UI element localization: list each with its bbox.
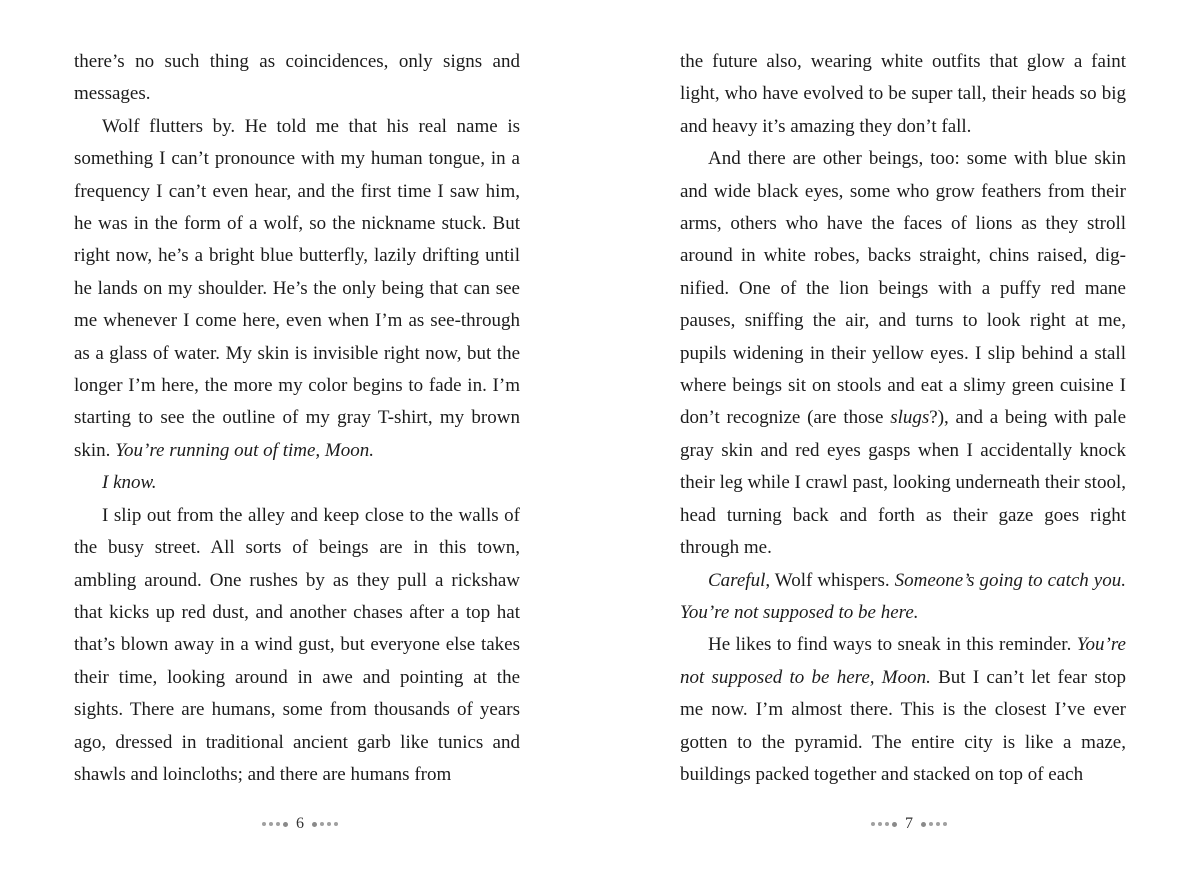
text-run: And there are other beings, too: some with blue skin and wide black eyes, some who grow feathers from their arms, others who have the faces of lions as they stroll around in white robes, backs straight, chins raised, dignified. One of the lion beings with a puffy red mane pauses, sniffing the air, and turns to look right at me, pupils widening in their yellow eyes. I slip behind a stall where beings sit on stools and eat a slimy green cuisine I don’t recognize (are those bbox=[680, 148, 1126, 429]
ornament-dots-icon bbox=[871, 822, 897, 827]
italic-text: I know. bbox=[102, 472, 157, 494]
italic-text: slugs bbox=[890, 407, 930, 429]
text-run: , Wolf whispers. bbox=[765, 569, 895, 591]
page-number-text: 6 bbox=[296, 815, 304, 832]
paragraph bbox=[74, 500, 520, 792]
ornament-dots-icon bbox=[921, 822, 947, 827]
italic-text: You’re running out of time, Moon. bbox=[115, 439, 374, 461]
italic-text: You’re not supposed to be here, Moon. bbox=[680, 634, 1126, 688]
paragraph bbox=[74, 467, 520, 499]
paragraph bbox=[680, 629, 1126, 791]
paragraph bbox=[680, 143, 1126, 564]
text-run: Wolf flutters by. He told me that his real name is something I can’t pronounce with my human tongue, in a frequency I can’t even hear, and the first time I saw him, he was in the form of a wolf, so the nickname stuck. But right now, he’s a bright blue butterfly, lazily drifting until he lands on my shoulder. He’s the only being that can see me whenever I come here, even when I’m as see-through as a glass of water. My skin is invisible right now, but the longer I’m here, the more my color begins to fade in. I’m starting to see the outline of my gray T-shirt, my brown skin. bbox=[74, 115, 520, 461]
page-number-text: 7 bbox=[905, 815, 913, 832]
italic-text: Careful bbox=[708, 569, 766, 591]
right-page bbox=[680, 46, 1126, 791]
paragraph bbox=[680, 46, 1126, 143]
paragraph bbox=[74, 46, 520, 111]
page-number-left bbox=[262, 815, 338, 833]
text-run: ?), and a being with pale gray skin and red eyes gasps when I accidentally knock their leg while I crawl past, looking underneath their stool, head turning back and forth as their gaze goes right through me. bbox=[680, 407, 1127, 559]
ornament-dots-icon bbox=[262, 822, 288, 827]
text-run: But I can’t let fear stop me now. I’m almost there. This is the closest I’ve ever gotten to the pyramid. The entire city is like a maze, buildings packed together and stacked on top of each bbox=[680, 666, 1126, 785]
text-run: I slip out from the alley and keep close to the walls of the busy street. All sorts of beings are in this town, ambling around. One rushes by as they pull a rickshaw that kicks up red dust, and another chases after a top hat that’s blown away in a wind gust, but everyone else takes their time, looking around in awe and pointing at the sights. There are humans, some from thousands of years ago, dressed in traditional ancient garb like tunics and shawls and loincloths; and there are humans from bbox=[74, 504, 520, 785]
text-run: there’s no such thing as coincidences, only signs and messages. bbox=[74, 51, 520, 105]
text-run: He likes to find ways to sneak in this reminder. bbox=[708, 634, 1077, 656]
left-page bbox=[74, 46, 520, 791]
italic-text: Someone’s going to catch you. You’re not supposed to be here. bbox=[680, 569, 1126, 623]
paragraph bbox=[680, 565, 1126, 630]
text-run: the future also, wearing white outfits that glow a faint light, who have evolved to be super tall, their heads so big and heavy it’s amazing they don’t fall. bbox=[680, 51, 1126, 137]
page-number-right bbox=[871, 815, 947, 833]
ornament-dots-icon bbox=[312, 822, 338, 827]
paragraph bbox=[74, 111, 520, 467]
